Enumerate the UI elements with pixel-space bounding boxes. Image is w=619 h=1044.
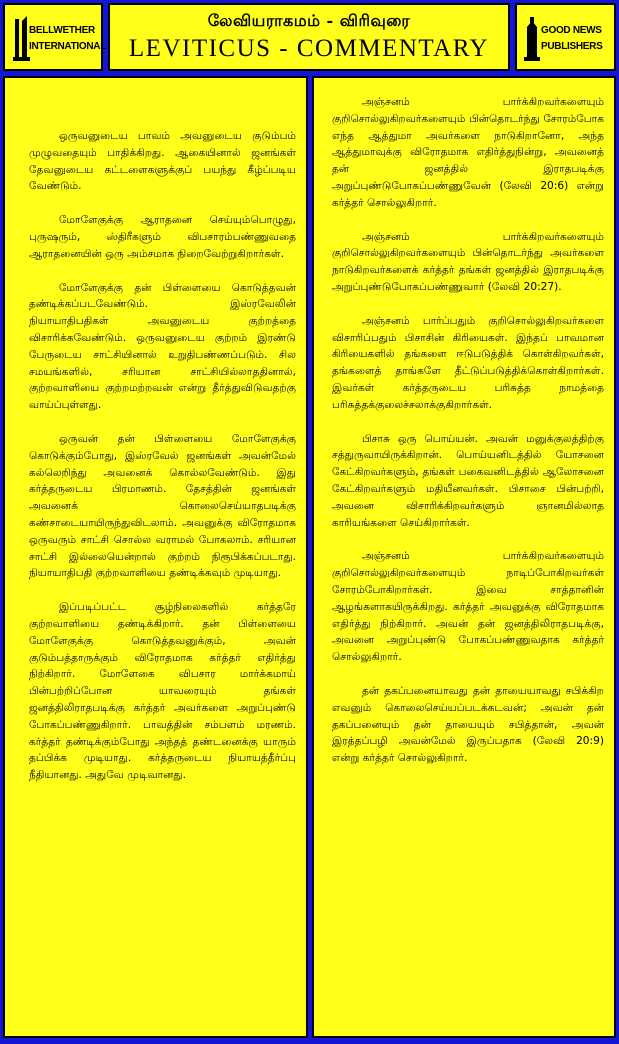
left-paragraph-3: மோளேகுக்கு தன் பிள்ளையை கொடுத்தவன் தண்டிக்கப்படவேண்டும். இஸ்ரவேலின் நியாயாதிபதிகள் அவனுடைய குற்றத்தை விசாரிக்கவேண்டும். ஒருவனுடைய குற்றம் இரண்டு பேருடைய சாட்சியினால் உறுதிபண்ணப்படும். சில சமயங்களில், சரியான சாட்சியில்லாததினால், குற்றவாளியை குற்றமற்றவன் என்று தீர்த்துவிடுவதற்கு வாய்ப்புள்ளது. (29, 281, 296, 412)
right-paragraph-5: அஞ்சனம் பார்க்கிறவர்களையும் குறிசொல்லுகிறவர்களையும் நாடிப்போகிறவர்கள் சோரம்போகிறார்கள். இவை சாத்தானின் ஆழங்களாகயிருக்கிறது. கர்த்தர் அவனுக்கு விரோதமாக எதிர்த்து நிற்கிறார். அவன் தன் ஜனத்திலிராதபடிக்கு, அவனை அறுப்புண்டு போகப்பண்ணுவதாக கர்த்தர் சொல்லுகிறார். (332, 550, 604, 664)
page-title-english: LEVITICUS - COMMENTARY (128, 35, 490, 62)
right-paragraph-2: அஞ்சனம் பார்க்கிறவர்களையும் குறிசொல்லுகிறவர்களையும் பின்தொடர்ந்து அவர்களை நாடுகிறவர்களைக் கர்த்தர் தங்கள் ஜனத்தில் இராதபடிக்கு அறுப்புண்டுபோகப்பண்ணுவார் (லேவி 20:27). (332, 230, 604, 293)
right-paragraph-3: அஞ்சனம் பார்ப்பதும் குறிசொல்லுகிறவர்களை விசாரிப்பதும் பிசாசின் கிரியைகள். இந்தப் பாவமான கிரியைகளில் தங்களை ஈடுபடுத்திக் கொள்கிறவர்கள், தங்களைத் தாங்களே தீட்டுப்படுத்திக்கொள்கிறார்கள். இவர்கள் கர்த்தருடைய பரிசுத்த நாமத்தை பரிசுத்தக்குலைச்சலாக்குகிறார்கள். (332, 314, 604, 411)
left-paragraph-1: ஒருவனுடைய பாவம் அவனுடைய குடும்பம் முழுவதையும் பாதிக்கிறது. ஆகையினால் ஜனங்கள் தேவனுடைய கட்டளைகளுக்குப் பயந்து கீழ்ப்படிய வேண்டும். (29, 130, 296, 193)
goodnews-logo-text-2: PUBLISHERS (541, 41, 603, 52)
bellwether-logo-text-1: BELLWETHER (29, 25, 95, 36)
right-paragraph-1: அஞ்சனம் பார்க்கிறவர்களையும் குறிசொல்லுகிறவர்களையும் பின்தொடர்ந்து சோரம்போக எந்த ஆத்துமா அவர்களை நாடுகிறானோ, அந்த ஆத்துமாவுக்கு விரோதமாக எதிர்த்துநின்று, அவனைத் தன் ஜனத்தில் இராதபடிக்கு அறுப்புண்டுபோகப்பண்ணுவேன் (லேவி 20:6) என்று கர்த்தர் சொல்லுகிறார். (332, 96, 604, 209)
bellwether-logo-icon (11, 13, 101, 65)
header-bar (0, 0, 619, 76)
page-title-tamil: லேவியராகமம் - விரிவுரை (207, 11, 411, 30)
goodnews-logo-text-1: GOOD NEWS (541, 25, 602, 36)
bellwether-logo-box (3, 3, 107, 71)
right-paragraph-4: பிசாசு ஒரு பொய்யன். அவன் மனுக்குலத்திற்கு சத்துருவாயிருக்கிறான். பொய்யனிடத்தில் யோசனை கேட்கிறவர்களும், தங்கள் பகைவனிடத்தில் ஆலோசனை கேட்கிறவர்களும் மதியீனவர்கள். பிசாசை பின்பற்றி, அவனை விசாரிக்கிறவர்களும் ஞானமில்லாத காரியங்களை செய்கிறார்கள். (332, 432, 604, 529)
title-box (108, 3, 510, 71)
right-column (312, 76, 616, 1038)
bellwether-logo-text-2: INTERNATIONAL (29, 41, 107, 52)
right-paragraph-6: தன் தகப்பனையாவது தன் தாயையாவது சபிக்கிற எவனும் கொலைசெய்யப்படக்கடவன்; அவன் தன் தகப்பனையும் தன் தாயையும் சபித்தான், அவன் இரத்தப்பழி அவன்மேல் இருப்பதாக (லேவி 20:9) என்று கர்த்தர் சொல்லுகிறார். (332, 684, 604, 765)
goodnews-logo-box (515, 3, 616, 71)
left-paragraph-2: மோளேகுக்கு ஆராதனை செய்யும்பொழுது, புருஷரும், ஸ்திரீகளும் விபசாரம்பண்ணுவதை ஆராதனையின் ஒரு அம்சமாக நிறைவேற்றுகிறார்கள். (29, 214, 296, 260)
left-paragraph-5: இப்படிப்பட்ட சூழ்நிலைகளில் கர்த்தரே குற்றவாளியை தண்டிக்கிறார். தன் பிள்ளையை மோளேகுக்கு கொடுத்தவனுக்கும், அவன் குடும்பத்தாருக்கும் விரோதமாக கர்த்தர் எதிர்த்து நிற்கிறார். மோளேகை விபசார மார்க்கமாய் பின்பற்றிப்போன யாவரையும் தங்கள் ஜனத்திலிராதபடிக்கு கர்த்தர் அவர்களை அறுப்புண்டு போகப்பண்ணுகிறார். பாவத்தின் சம்பளம் மரணம். கர்த்தர் தண்டிக்கும்போது அந்தத் தண்டனைக்கு யாரும் தப்பிக்க முடியாது. கர்த்தருடைய நியாயத்தீர்ப்பு நீதியானது. அதுவே முடிவானது. (29, 601, 296, 782)
left-paragraph-4: ஒருவன் தன் பிள்ளையை மோளேகுக்கு கொடுக்கும்போது, இஸ்ரவேல் ஜனங்கள் அவன்மேல் கல்லெறிந்து அவனைக் கொல்லவேண்டும். இது கர்த்தருடைய பிரமாணம். தேசத்தின் ஜனங்கள் அவனைக் கொலைசெய்யாதபடிக்கு கண்சாடையாயிருந்துவிடலாம். அவனுக்கு விரோதமாக ஒருவரும் சாட்சி சொல்ல வராமல் போகலாம். சரியான சாட்சி இல்லையென்றால் குற்றம் நிரூபிக்கப்படாது. நியாயாதிபதி குற்றவாளியை தண்டிக்கவும் முடியாது. (29, 432, 296, 580)
left-column (3, 76, 308, 1038)
goodnews-logo-icon (523, 13, 613, 65)
